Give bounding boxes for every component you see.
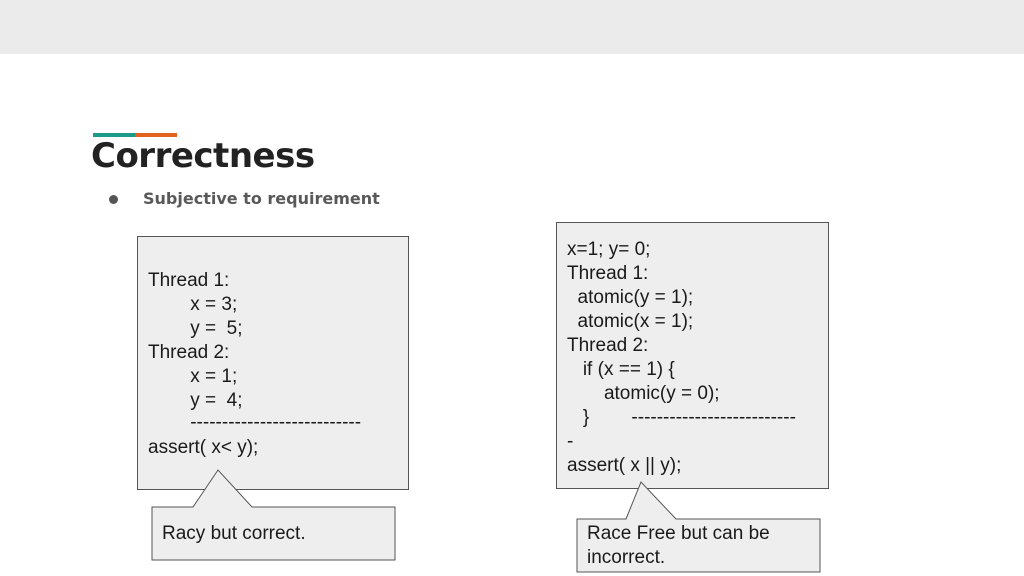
code-line: x=1; y= 0; <box>567 239 651 260</box>
code-line: y = 5; <box>148 318 243 339</box>
left-callout-bubble <box>152 470 395 560</box>
code-line: Thread 1: <box>148 270 230 291</box>
code-line: Thread 2: <box>148 342 230 363</box>
code-line: } -------------------------- <box>567 407 796 428</box>
code-line: assert( x< y); <box>148 437 259 458</box>
slide-title: Correctness <box>91 136 315 176</box>
right-callout-text-line2: incorrect. <box>587 547 666 568</box>
code-line: x = 3; <box>148 294 238 315</box>
code-line: - <box>567 431 574 452</box>
bullet-text: Subjective to requirement <box>143 189 380 208</box>
code-line: atomic(y = 1); <box>567 287 694 308</box>
code-line: if (x == 1) { <box>567 359 675 380</box>
code-line: Thread 1: <box>567 263 649 284</box>
left-callout-text: Racy but correct. <box>162 523 306 544</box>
code-separator: --------------------------- <box>148 412 362 433</box>
code-line: y = 4; <box>148 390 243 411</box>
code-line: atomic(x = 1); <box>567 311 694 332</box>
code-line: assert( x || y); <box>567 455 682 476</box>
code-line: Thread 2: <box>567 335 649 356</box>
code-line: x = 1; <box>148 366 238 387</box>
right-callout-text-line1: Race Free but can be <box>587 523 770 544</box>
code-line: atomic(y = 0); <box>567 383 720 404</box>
